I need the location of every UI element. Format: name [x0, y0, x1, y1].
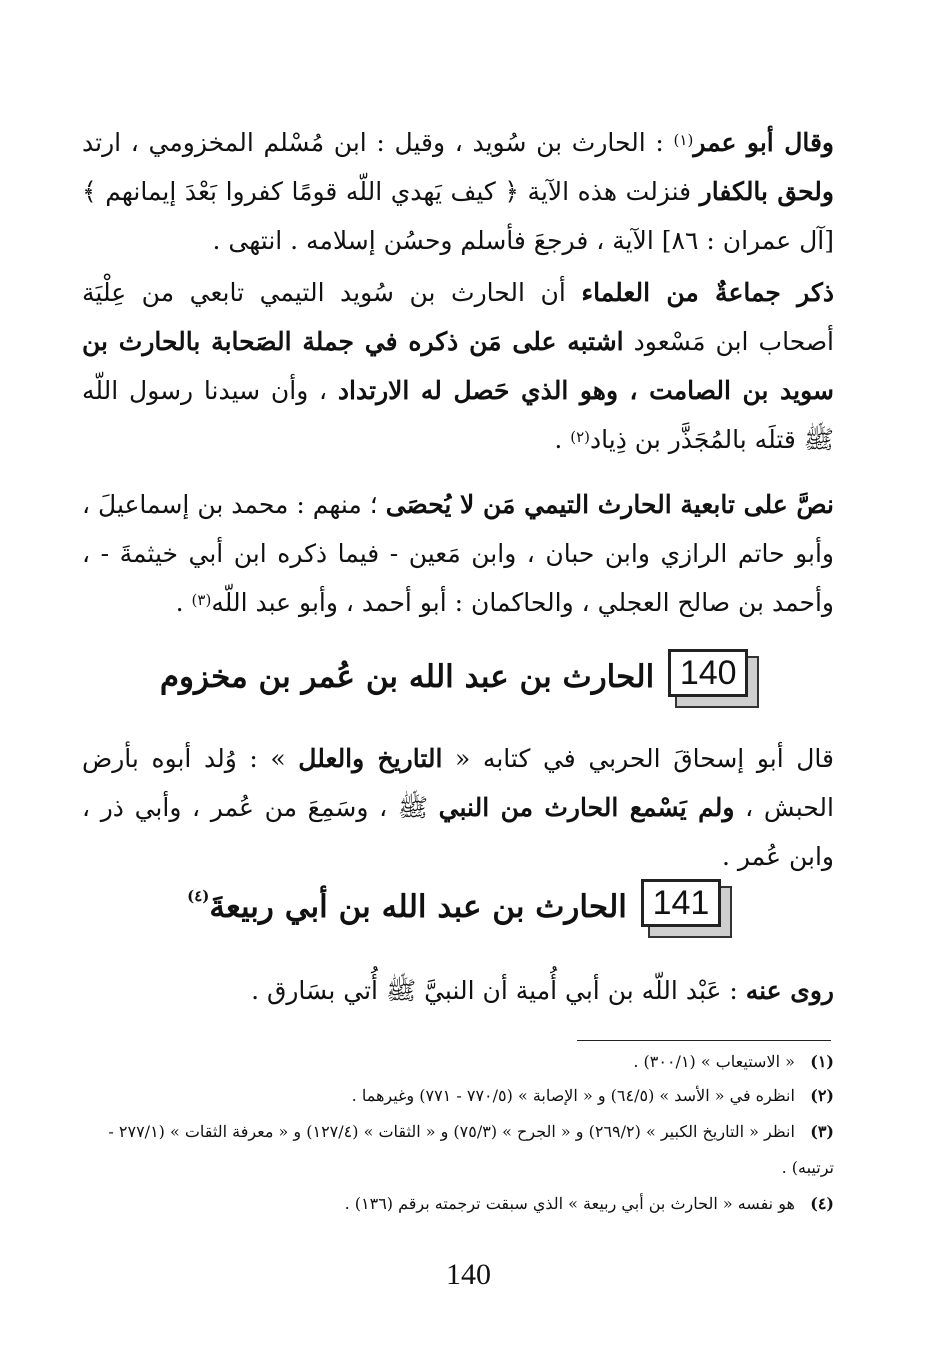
text-run: : عَبْد اللّه بن أبي أُمية أن النبيَّ ﷺ أُتي بسَارق .: [251, 976, 746, 1005]
bold-phrase: نصَّ على تابعية الحارث التيمي مَن لا يُحصَى: [385, 490, 834, 519]
entry-number: 140: [668, 649, 748, 697]
footnote-1: [82, 1044, 834, 1080]
text-run: .: [175, 588, 192, 617]
footnote-number: (١): [810, 1052, 834, 1071]
footnote-ref-3[interactable]: (٣): [191, 591, 212, 609]
footnote-number: (٢): [810, 1086, 834, 1105]
footnote-text: « الاستيعاب » (٣٠٠/١) .: [633, 1052, 795, 1071]
footnote-number: (٤): [810, 1194, 834, 1213]
page-number: 140: [446, 1258, 491, 1291]
entry-title: الحارث بن عبد الله بن عُمر بن مخزوم: [159, 659, 655, 695]
text-run: ، وأن سيدنا رسول اللّه ﷺ قتلَه بالمُجَذَّر بن ذِياد: [82, 376, 834, 454]
entry-number: 141: [641, 879, 721, 927]
text-run: : الحارث بن سُويد ، وقيل : ابن مُسْلم المخزومي ، ارتد: [82, 128, 674, 157]
bold-phrase: التاريخ والعلل: [298, 744, 443, 773]
paragraph-nass: [82, 480, 834, 627]
text-run: ؛ منهم : محمد بن إسماعيلَ ، وأبو حاتم الرازي وابن حبان ، وابن مَعين - فيما ذكره ابن أبي خيثمةَ - ، وأحمد بن صالح العجلي ، والحاكمان : أبو أحمد ، وأبو عبد اللّه: [82, 490, 834, 617]
footnote-text: انظره في « الأسد » (٦٤/٥) و « الإصابة » (٧٧٠/٥ - ٧٧١) وغيرهما .: [351, 1086, 795, 1105]
footnote-ref-1[interactable]: (١): [673, 131, 694, 149]
bold-phrase: ولحق بالكفار: [699, 177, 835, 206]
entry-number-badge: [641, 879, 729, 935]
text-run: ﷺ ، وسَمِعَ من عُمر ، وأبي ذر ، وابن عُمر .: [82, 793, 834, 871]
text-run: فنزلت هذه الآية ﴿ كيف يَهدي اللّه قومًا كفروا بَعْدَ إيمانهم ﴾ [آل عمران : ٨٦] الآية ، فرجعَ فأسلم وحسُن إسلامه . انتهى .: [82, 177, 834, 255]
footnote-text: هو نفسه « الحارث بن أبي ربيعة » الذي سبقت ترجمته برقم (١٣٦) .: [344, 1194, 795, 1213]
paragraph-jamaa: [82, 268, 834, 464]
text-run: » : وُلد أبوه بأرض الحبش ،: [82, 744, 834, 822]
footnote-2: [82, 1078, 834, 1114]
footnote-4: [82, 1186, 834, 1222]
bold-phrase: وقال أبو عمر: [693, 128, 834, 157]
footnote-ref-4[interactable]: (٤): [187, 887, 210, 905]
paragraph-harbi: [82, 734, 834, 881]
entry-title: [187, 889, 627, 925]
entry-title-text: الحارث بن عبد الله بن أبي ربيعةَ: [209, 889, 627, 925]
footnote-3: [82, 1114, 834, 1186]
text-run: قال أبو إسحاقَ الحربي في كتابه «: [442, 744, 834, 773]
footnote-number: (٣): [810, 1122, 834, 1141]
paragraph-abu-umar: [82, 118, 834, 265]
bold-phrase: اشتبه على مَن ذكره في جملة الصَحابة بالحارث بن سويد بن الصامت ، وهو الذي حَصل له الارتداد: [82, 327, 834, 405]
footnote-ref-2[interactable]: (٢): [570, 428, 591, 446]
text-run: أن الحارث بن سُويد التيمي تابعي من عِلْيَة أصحاب ابن مَسْعود: [82, 278, 834, 356]
entry-number-badge: [668, 649, 756, 705]
bold-phrase: ولم يَسْمع الحارث من النبي: [438, 793, 735, 822]
paragraph-rawa: [82, 966, 834, 1015]
bold-phrase: ذكر جماعةٌ من العلماء: [581, 278, 835, 307]
entry-heading-140: [82, 646, 834, 708]
footnote-separator: [577, 1040, 831, 1041]
bold-phrase: روى عنه: [745, 976, 834, 1005]
entry-heading-141: [82, 876, 834, 938]
text-run: .: [554, 425, 571, 454]
footnote-text: انظر « التاريخ الكبير » (٢٦٩/٢) و « الجرح » (٧٥/٣) و « الثقات » (١٢٧/٤) و « معرفة الثقات » (٢٧٧/١ - ترتيبه) .: [108, 1122, 834, 1177]
